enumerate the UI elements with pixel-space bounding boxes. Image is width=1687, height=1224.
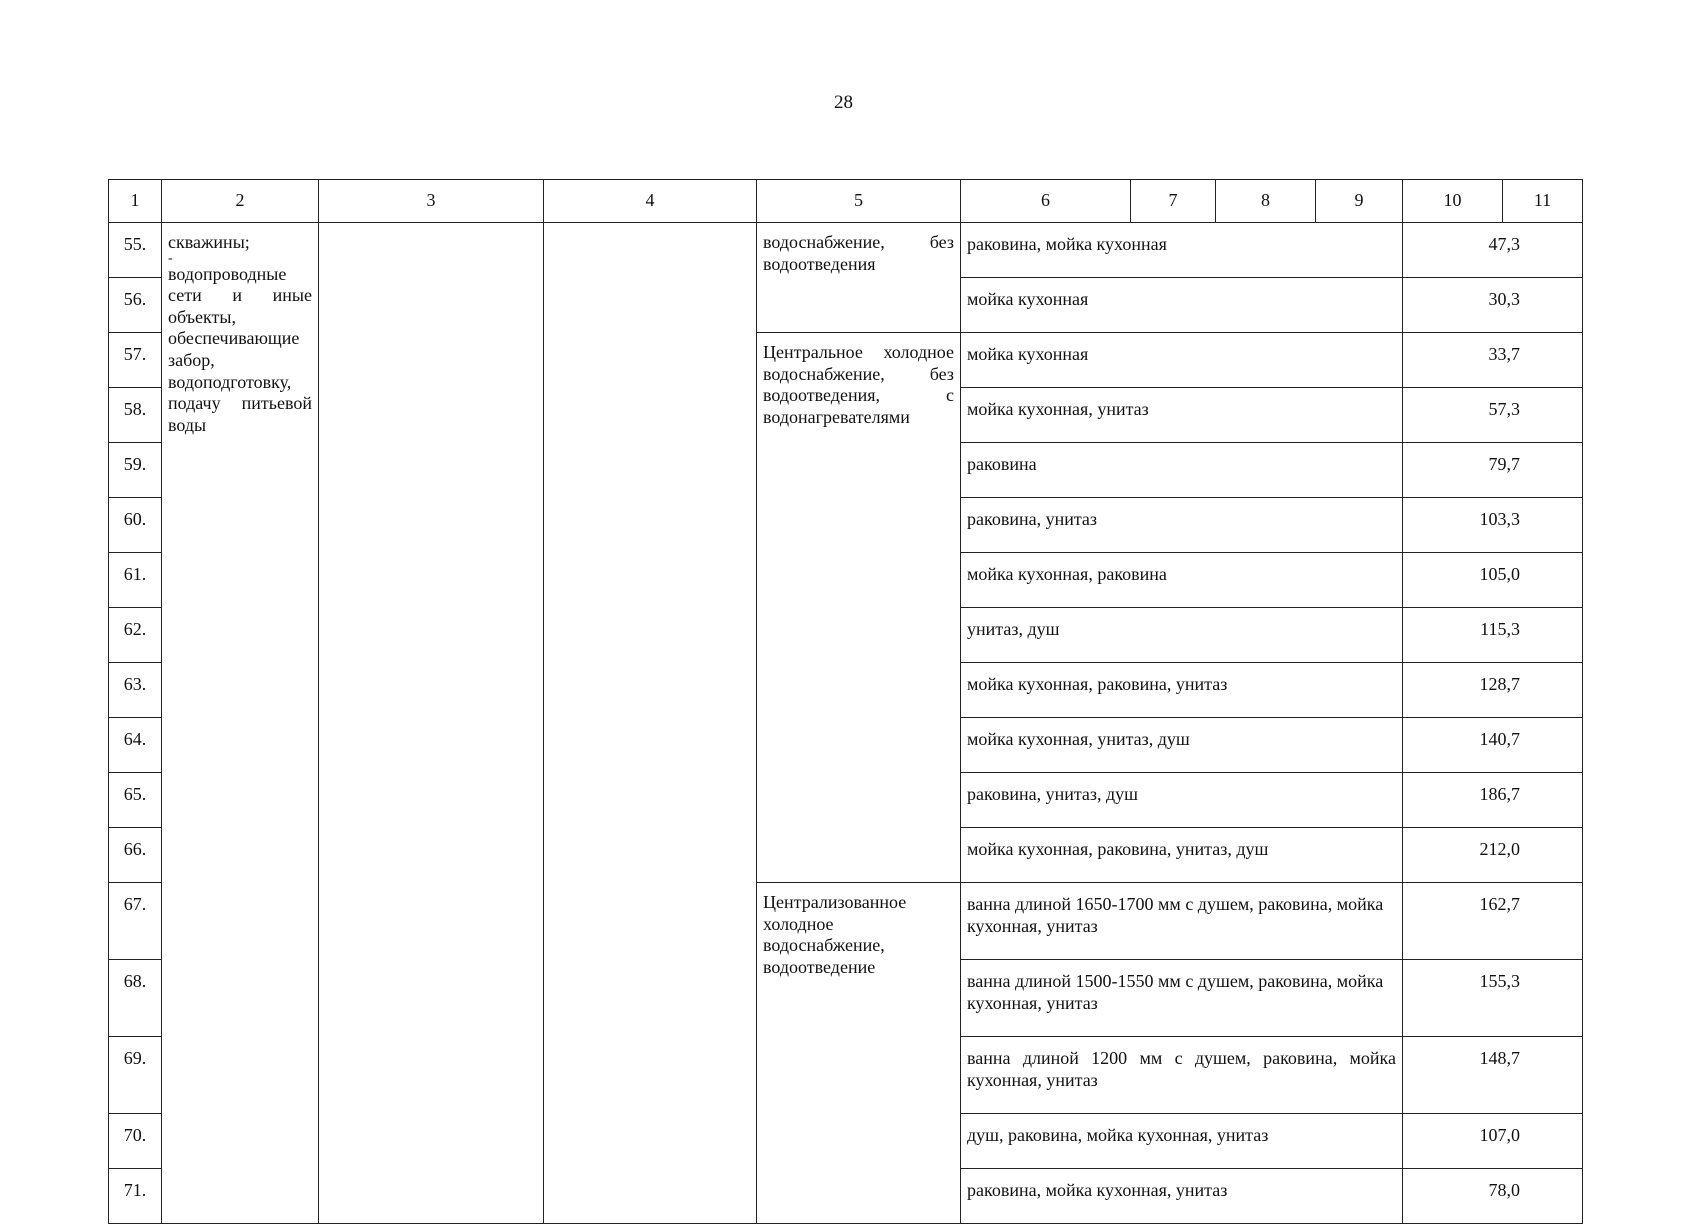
- object-type-line1: скважины;: [168, 232, 250, 252]
- equipment-cell: мойка кухонная: [961, 278, 1403, 333]
- equipment-cell: раковина, мойка кухонная: [961, 223, 1403, 278]
- column-header: 11: [1503, 180, 1583, 223]
- column-header: 4: [544, 180, 757, 223]
- value-cell: 115,3: [1403, 608, 1583, 663]
- value-cell: 212,0: [1403, 828, 1583, 883]
- value-cell: 57,3: [1403, 388, 1583, 443]
- tariff-table: [108, 179, 1583, 1224]
- value-cell: 128,7: [1403, 663, 1583, 718]
- column-header: 1: [109, 180, 162, 223]
- equipment-cell: мойка кухонная: [961, 333, 1403, 388]
- column-header: 2: [162, 180, 319, 223]
- page-number: 28: [834, 92, 853, 113]
- equipment-cell: душ, раковина, мойка кухонная, унитаз: [961, 1114, 1403, 1169]
- value-cell: 79,7: [1403, 443, 1583, 498]
- column-header: 7: [1131, 180, 1216, 223]
- row-number: 56.: [109, 278, 162, 333]
- row-number: 64.: [109, 718, 162, 773]
- row-number: 71.: [109, 1169, 162, 1224]
- row-number: 62.: [109, 608, 162, 663]
- row-number: 68.: [109, 960, 162, 1037]
- row-number: 67.: [109, 883, 162, 960]
- supply-type-cell: Центральное холодное водоснабжение, без водоотведения, с водонагревателями: [757, 333, 961, 883]
- row-number: 55.: [109, 223, 162, 278]
- value-cell: 107,0: [1403, 1114, 1583, 1169]
- equipment-cell: раковина: [961, 443, 1403, 498]
- equipment-cell: ванна длиной 1500-1550 мм с душем, раковина, мойка кухонная, унитаз: [961, 960, 1403, 1037]
- value-cell: 140,7: [1403, 718, 1583, 773]
- supply-type-cell: Централизованное холодное водоснабжение, водоотведение: [757, 883, 961, 1224]
- column-header: 6: [961, 180, 1131, 223]
- row-number: 60.: [109, 498, 162, 553]
- value-cell: 103,3: [1403, 498, 1583, 553]
- value-cell: 78,0: [1403, 1169, 1583, 1224]
- row-number: 66.: [109, 828, 162, 883]
- column-header: 10: [1403, 180, 1503, 223]
- value-cell: 186,7: [1403, 773, 1583, 828]
- equipment-cell: мойка кухонная, раковина, унитаз, душ: [961, 828, 1403, 883]
- value-cell: 47,3: [1403, 223, 1583, 278]
- value-cell: 162,7: [1403, 883, 1583, 960]
- row-number: 70.: [109, 1114, 162, 1169]
- object-type-line2: водопроводные сети и иные объекты, обеспечивающие забор, водоподготовку, подачу питьевой воды: [168, 263, 312, 435]
- equipment-cell: раковина, унитаз, душ: [961, 773, 1403, 828]
- row-number: 57.: [109, 333, 162, 388]
- row-number: 61.: [109, 553, 162, 608]
- value-cell: 148,7: [1403, 1037, 1583, 1114]
- equipment-cell: мойка кухонная, унитаз, душ: [961, 718, 1403, 773]
- column-header: 5: [757, 180, 961, 223]
- row-number: 59.: [109, 443, 162, 498]
- equipment-cell: ванна длиной 1650-1700 мм с душем, раковина, мойка кухонная, унитаз: [961, 883, 1403, 960]
- column-number-row: [109, 180, 1583, 223]
- equipment-cell: ванна длиной 1200 мм с душем, раковина, мойка кухонная, унитаз: [961, 1037, 1403, 1114]
- equipment-cell: мойка кухонная, унитаз: [961, 388, 1403, 443]
- row-number: 69.: [109, 1037, 162, 1114]
- column4-empty-cell: [544, 223, 757, 1224]
- value-cell: 30,3: [1403, 278, 1583, 333]
- equipment-cell: раковина, унитаз: [961, 498, 1403, 553]
- column-header: 8: [1216, 180, 1316, 223]
- row-number: 65.: [109, 773, 162, 828]
- column3-empty-cell: [319, 223, 544, 1224]
- row-number: 58.: [109, 388, 162, 443]
- object-type-dash: -: [168, 250, 173, 266]
- table-row: [109, 223, 1583, 278]
- object-type-cell: [162, 223, 319, 1224]
- equipment-cell: мойка кухонная, раковина, унитаз: [961, 663, 1403, 718]
- equipment-cell: унитаз, душ: [961, 608, 1403, 663]
- equipment-cell: мойка кухонная, раковина: [961, 553, 1403, 608]
- value-cell: 33,7: [1403, 333, 1583, 388]
- equipment-cell: раковина, мойка кухонная, унитаз: [961, 1169, 1403, 1224]
- supply-type-cell: водоснабжение, без водоотведения: [757, 223, 961, 333]
- column-header: 9: [1316, 180, 1403, 223]
- value-cell: 105,0: [1403, 553, 1583, 608]
- value-cell: 155,3: [1403, 960, 1583, 1037]
- column-header: 3: [319, 180, 544, 223]
- row-number: 63.: [109, 663, 162, 718]
